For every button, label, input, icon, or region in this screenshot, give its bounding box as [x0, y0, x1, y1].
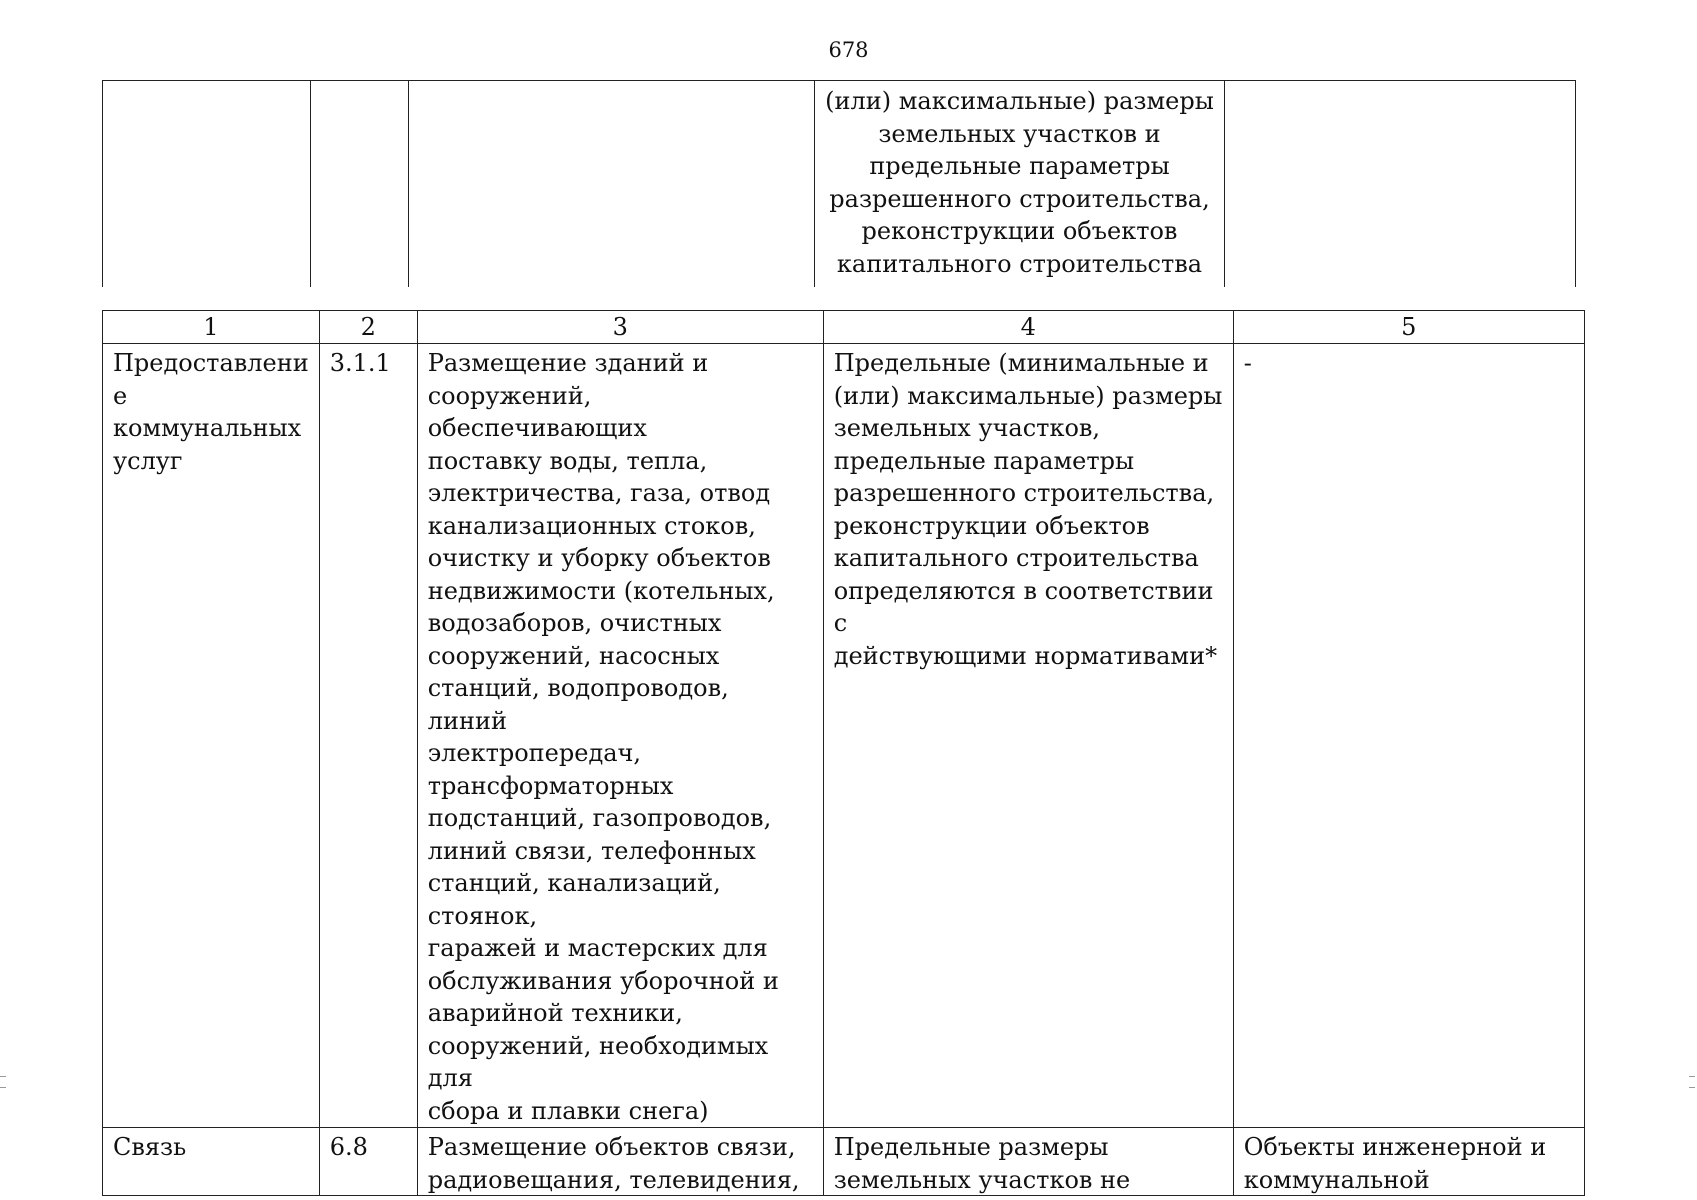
scan-edge-mark [1689, 1076, 1695, 1088]
use-type-description [417, 1128, 823, 1196]
column-number-1: 1 [103, 311, 320, 344]
restrictions [1233, 1128, 1584, 1196]
land-use-table [102, 310, 1585, 1196]
continuation-cell-4: (или) максимальные) размеры земельных участков и предельные параметры разрешенного строительства, реконструкции объектов капитального строительства [815, 81, 1225, 288]
use-type-code: 3.1.1 [319, 344, 417, 1128]
scan-edge-mark [0, 1076, 6, 1088]
continuation-table-fragment [102, 80, 1576, 287]
restrictions: - [1233, 344, 1584, 1128]
use-type-description: Размещение зданий и сооружений, обеспечивающих поставку воды, тепла, электричества, газа, отвод канализационных стоков, очистку и уборку объектов недвижимости (котельных, водозаборов, очистных сооружений, насосных станций, водопроводов, линий электропередач, трансформаторных подстанций, газопроводов, линий связи, телефонных станций, канализаций, стоянок, гаражей и мастерских для обслуживания уборочной и аварийной техники, сооружений, необходимых для сбора и плавки снега) [417, 344, 823, 1128]
column-number-3: 3 [417, 311, 823, 344]
use-type-name [103, 1128, 320, 1196]
use-type-code [319, 1128, 417, 1196]
column-number-5: 5 [1233, 311, 1584, 344]
continuation-row [103, 81, 1576, 288]
limit-parameters: Предельные (минимальные и (или) максимальные) размеры земельных участков, предельные параметры разрешенного строительства, реконструкции объектов капитального строительства определяются в соответствии с действующими нормативами* [823, 344, 1233, 1128]
cell-text: Предельные размеры земельных участков не [833, 1133, 1131, 1194]
limit-parameters [823, 1128, 1233, 1196]
column-number-4: 4 [823, 311, 1233, 344]
use-type-name: Предоставлени е коммунальных услуг [103, 344, 320, 1128]
table-header-row [103, 311, 1585, 344]
cell-text: 6.8 [329, 1133, 368, 1161]
page-number: 678 [828, 38, 869, 62]
continuation-cell-3 [409, 81, 815, 288]
cell-text: Размещение объектов связи, радиовещания, телевидения, [427, 1133, 800, 1194]
table-row [103, 1128, 1585, 1196]
cell-text: Объекты инженерной и коммунальной [1243, 1133, 1547, 1194]
continuation-cell-5 [1225, 81, 1576, 288]
cell-text: Связь [113, 1133, 187, 1161]
continuation-cell-1 [103, 81, 311, 288]
column-number-2: 2 [319, 311, 417, 344]
continuation-cell-2 [311, 81, 409, 288]
table-row [103, 344, 1585, 1128]
